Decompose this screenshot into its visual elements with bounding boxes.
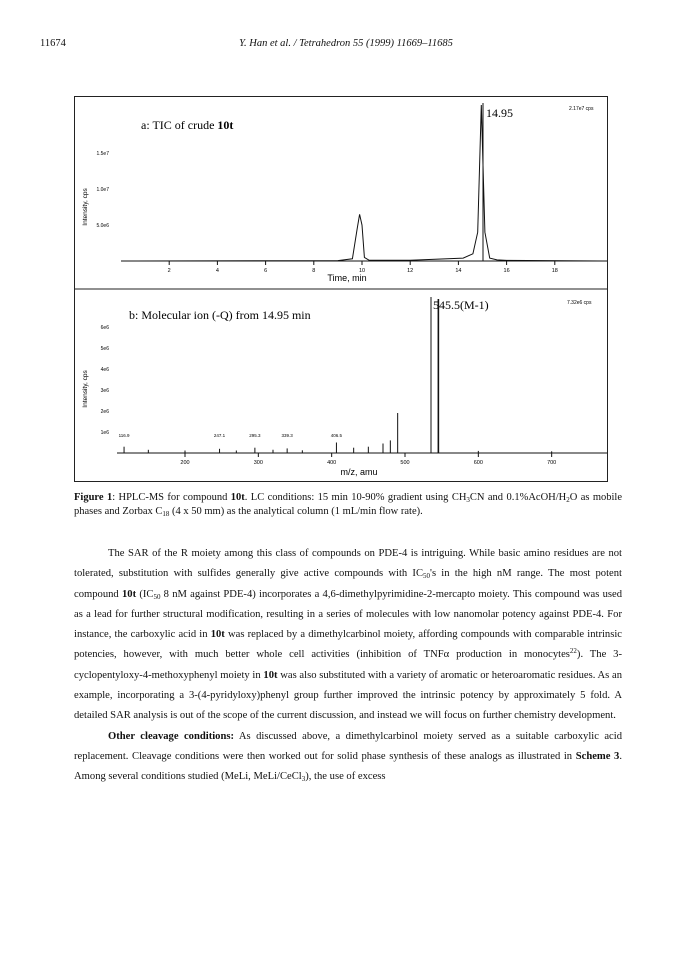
figure-caption — [74, 491, 622, 519]
caption-text: . LC conditions: 15 min 10-90% gradient using CH — [244, 492, 467, 503]
panel-b-y-tick-label: 3e6 — [100, 387, 109, 394]
paragraph-sar — [74, 544, 622, 727]
panel-b-minor-peak-label: 247.1 — [213, 433, 226, 438]
panel-b-minor-peak-label: 406.5 — [330, 433, 343, 438]
panel-b-x-tick-label: 200 — [180, 460, 190, 466]
figure-1-chart — [75, 97, 607, 481]
panel-b-y-ticks — [101, 325, 110, 436]
text-run: was also substituted with a variety of aromatic or heteroaromatic residues. As an example, incorporating a 3-(4-pyridyloxy)phenyl group further improved the intrinsic potency by approximately 5 fold. A detailed SAR analysis is out of the scope of the current discussion, and instead we will focus on further chemistry development. — [74, 669, 623, 722]
paragraph-cleavage — [74, 727, 622, 788]
text-run: ). The 3-cyclopentyloxy-4-methoxyphenyl moiety in — [74, 649, 623, 681]
text-run: ), the use of excess — [305, 771, 386, 783]
panel-a-y-tick-label: 5.0e6 — [96, 223, 109, 230]
panel-a-x-tick-label: 4 — [215, 268, 219, 274]
panel-b-minor-peak-label: 339.3 — [281, 433, 293, 438]
panel-b-y-tick-label: 4e6 — [100, 366, 109, 373]
panel-b-x-tick-label: 700 — [547, 460, 557, 466]
panel-b-title: b: Molecular ion (-Q) from 14.95 min — [129, 308, 311, 322]
panel-a-xlabel: Time, min — [327, 273, 367, 283]
subscript: 50 — [423, 572, 431, 581]
panel-a-x-tick-label: 12 — [407, 268, 414, 274]
panel-b-x-tick-label: 300 — [253, 460, 263, 466]
running-head: Y. Han et al. / Tetrahedron 55 (1999) 11669–11685 — [239, 38, 453, 49]
panel-a-ylabel: Intensity, cps — [82, 188, 89, 226]
subscript: 50 — [153, 592, 161, 601]
text-run: . Among several conditions studied (MeLi, MeLi/CeCl — [74, 750, 622, 783]
panel-b-ylabel: Intensity, cps — [82, 370, 89, 408]
page-number: 11674 — [40, 38, 66, 49]
text-run: As discussed above, a dimethylcarbinol moiety served as a suitable carboxylic acid replacement. Cleavage conditions were then worked out for solid phase synthesis of these analogs as illustrated in — [74, 730, 622, 762]
panel-b-minor-peak-label: 116.9 — [118, 433, 130, 438]
panel-a-x-tick-label: 14 — [455, 268, 462, 274]
text-run: (IC — [136, 588, 154, 600]
caption-label: Figure 1 — [74, 492, 113, 503]
panel-b-y-tick-label: 1e6 — [100, 429, 109, 436]
text-run: 's in the high nM range. The most potent compound — [74, 568, 622, 600]
text-run: The SAR of the R moiety among this class of compounds on PDE-4 is intriguing. While basic amino residues are not tolerated, substitution with sulfides generally give active compounds with IC — [74, 548, 622, 580]
citation-superscript: 22 — [569, 647, 577, 656]
compound-ref: 10t — [263, 669, 278, 681]
panel-b-x-tick-label: 600 — [473, 460, 483, 466]
panel-b-x-tick-label: 400 — [327, 460, 337, 466]
panel-a-max-label: 2.17e7 cps — [569, 106, 594, 112]
panel-b-xlabel: m/z, amu — [340, 467, 378, 477]
panel-a — [82, 103, 607, 283]
compound-ref: 10t — [210, 629, 225, 641]
caption-text: CN and 0.1%AcOH/H — [469, 492, 567, 503]
panel-a-x-tick-label: 10 — [358, 268, 366, 274]
subscript: 3 — [301, 775, 306, 784]
text-run: 8 nM against PDE-4) incorporates a 4,6-dimethylpyrimidine-2-mercapto moiety. This compound was used as a lead for further structural modification, resulting in a series of molecules with low nanomolar potency against PDE-4. For instance, the carboxylic acid in — [74, 588, 622, 641]
caption-text: (4 x 50 mm) as the analytical column (1 mL/min flow rate). — [169, 506, 423, 517]
runin-heading: Other cleavage conditions: — [108, 730, 235, 742]
panel-a-x-ticks — [168, 261, 558, 274]
caption-compound: 10t — [230, 492, 245, 503]
panel-b-spectrum — [124, 299, 552, 453]
caption-subscript: 3 — [466, 496, 470, 504]
panel-b — [82, 297, 607, 477]
compound-ref: 10t — [121, 588, 137, 600]
panel-a-x-tick-label: 8 — [312, 268, 316, 274]
page-header — [40, 38, 652, 54]
panel-a-x-tick-label: 6 — [264, 268, 268, 274]
panel-a-x-tick-label: 18 — [551, 268, 558, 274]
body-text — [74, 544, 622, 788]
panel-a-x-tick-label: 2 — [167, 268, 171, 274]
panel-b-x-tick-label: 500 — [400, 460, 410, 466]
caption-text: O as mobile phases and Zorbax C — [74, 492, 623, 517]
panel-b-y-tick-label: 5e6 — [100, 345, 109, 352]
panel-b-minor-peak-label: 295.3 — [249, 433, 261, 438]
panel-a-y-tick-label: 1.5e7 — [96, 151, 109, 158]
caption-text: : HPLC-MS for compound — [112, 492, 231, 503]
caption-subscript: 2 — [566, 496, 570, 504]
panel-a-peak-label: 14.95 — [486, 106, 513, 120]
panel-a-x-tick-label: 16 — [503, 268, 510, 274]
panel-a-y-tick-label: 1.0e7 — [96, 187, 109, 194]
panel-a-title: a: TIC of crude 10t — [141, 118, 234, 132]
scheme-ref: Scheme 3 — [575, 750, 620, 762]
panel-b-x-ticks — [180, 453, 556, 466]
panel-b-y-tick-label: 2e6 — [100, 408, 109, 415]
caption-subscript: 18 — [162, 510, 170, 518]
panel-b-minor-peak-labels — [119, 433, 343, 438]
panel-b-peak-label: 545.5(M-1) — [433, 298, 489, 312]
figure-1 — [74, 96, 608, 482]
panel-a-y-ticks — [96, 151, 109, 229]
panel-b-y-tick-label: 6e6 — [100, 324, 109, 331]
panel-b-max-label: 7.32e6 cps — [567, 300, 592, 306]
text-run: was replaced by a dimethylcarbinol moiety, affording compounds with comparable intrinsic potencies, however, with much better whole cell activities (inhibition of TNFα production in monocytes — [74, 629, 622, 661]
